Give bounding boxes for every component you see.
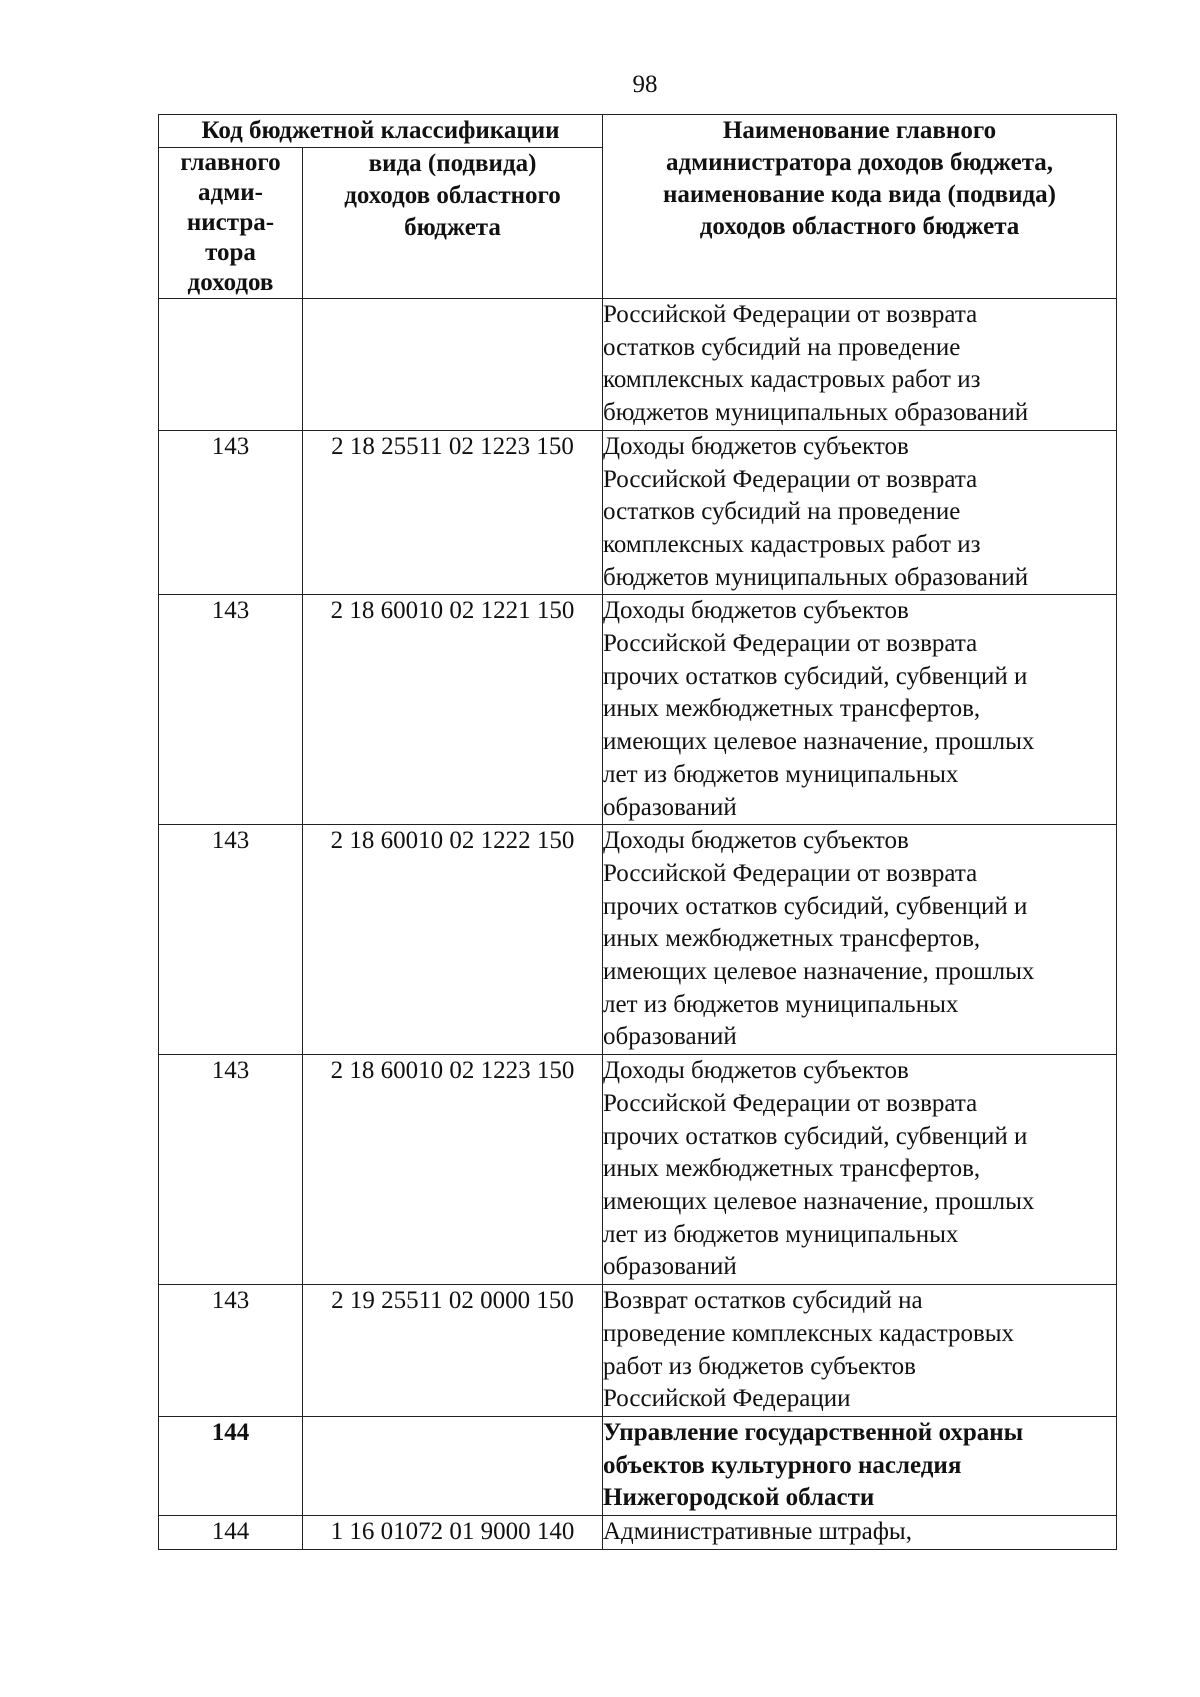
admin-code-cell: 143 [159, 1285, 303, 1417]
text-line: Возврат остатков субсидий на [603, 1287, 923, 1315]
header-admin-column [159, 148, 303, 299]
text-line: Российской Федерации от возврата [603, 465, 978, 493]
text-line: проведение комплексных кадастровых [603, 1319, 1015, 1347]
text-line: Административные штрафы, [603, 1518, 912, 1546]
text-line: прочих остатков субсидий, субвенций и [603, 1122, 1028, 1150]
text-line: лет из бюджетов муниципальных [603, 760, 959, 788]
text-line: доходов областного бюджета [699, 213, 1020, 240]
description-cell [603, 825, 1117, 1055]
admin-code-cell: 144 [159, 1516, 303, 1550]
text-line: имеющих целевое назначение, прошлых [603, 1187, 1035, 1215]
header-name-column [603, 115, 1117, 299]
text-line: Нижегородской области [603, 1484, 875, 1512]
table-row [159, 1055, 1117, 1285]
text-line: остатков субсидий на проведение [603, 333, 961, 361]
text-line: лет из бюджетов муниципальных [603, 1220, 959, 1248]
text-line: тора [205, 239, 256, 266]
text-line: Российской Федерации от возврата [603, 301, 978, 328]
table-row [159, 299, 1117, 431]
text-line: бюджета [404, 214, 501, 241]
table-row [159, 430, 1117, 595]
text-line: работ из бюджетов субъектов [603, 1352, 916, 1380]
table-row [159, 825, 1117, 1055]
text-line: Российской Федерации [603, 1385, 851, 1413]
text-line: наименование кода вида (подвида) [663, 181, 1056, 208]
text-line: бюджетов муниципальных образований [603, 399, 1029, 427]
text-line: вида (подвида) [368, 150, 537, 177]
text-line: Российской Федерации от возврата [603, 1089, 978, 1117]
text-line: Доходы бюджетов субъектов [603, 827, 909, 855]
description-cell [603, 595, 1117, 825]
text-line: доходов областного [344, 182, 561, 209]
text-line: главного [180, 149, 281, 176]
description-cell [603, 1055, 1117, 1285]
text-line: доходов [187, 269, 274, 296]
admin-code-cell [159, 299, 303, 431]
header-code-column [303, 148, 603, 299]
income-code-cell: 2 18 60010 02 1223 150 [303, 1055, 603, 1285]
text-line: комплексных кадастровых работ из [603, 530, 981, 558]
text-line: Российской Федерации от возврата [603, 859, 978, 887]
description-cell [603, 1516, 1117, 1550]
description-cell [603, 299, 1117, 431]
header-budget-code-group: Код бюджетной классификации [159, 115, 603, 148]
admin-code-cell: 143 [159, 825, 303, 1055]
description-cell [603, 430, 1117, 595]
description-cell [603, 1285, 1117, 1417]
page-number: 98 [632, 71, 658, 98]
income-code-cell: 2 18 25511 02 1223 150 [303, 430, 603, 595]
text-line: адми- [198, 179, 263, 206]
text-line: образований [603, 1023, 737, 1051]
text-line: иных межбюджетных трансфертов, [603, 1155, 981, 1183]
table-row [159, 595, 1117, 825]
table-row [159, 1516, 1117, 1550]
text-line: Доходы бюджетов субъектов [603, 1057, 909, 1085]
income-code-cell: 2 19 25511 02 0000 150 [303, 1285, 603, 1417]
text-line: лет из бюджетов муниципальных [603, 990, 959, 1018]
text-line: администратора доходов бюджета, [665, 149, 1054, 176]
text-line: нистра- [186, 209, 275, 236]
admin-code-cell: 143 [159, 595, 303, 825]
income-code-cell: 2 18 60010 02 1221 150 [303, 595, 603, 825]
income-code-cell [303, 1416, 603, 1515]
text-line: Российской Федерации от возврата [603, 630, 978, 658]
text-line: иных межбюджетных трансфертов, [603, 695, 981, 723]
text-line: прочих остатков субсидий, субвенций и [603, 892, 1028, 920]
admin-code-cell: 144 [159, 1416, 303, 1515]
table-header [159, 115, 1117, 299]
table-row [159, 1285, 1117, 1417]
description-cell [603, 1416, 1117, 1515]
text-line: бюджетов муниципальных образований [603, 563, 1029, 591]
table-body [159, 299, 1117, 1550]
text-line: Доходы бюджетов субъектов [603, 432, 909, 460]
text-line: иных межбюджетных трансфертов, [603, 925, 981, 953]
text-line: комплексных кадастровых работ из [603, 366, 981, 394]
income-code-cell: 1 16 01072 01 9000 140 [303, 1516, 603, 1550]
table-row [159, 1416, 1117, 1515]
budget-classification-table [158, 114, 1117, 1550]
text-line: Наименование главного [722, 117, 997, 144]
text-line: объектов культурного наследия [603, 1451, 962, 1479]
income-code-cell [303, 299, 603, 431]
text-line: остатков субсидий на проведение [603, 498, 961, 526]
text-line: имеющих целевое назначение, прошлых [603, 958, 1035, 986]
text-line: образований [603, 793, 737, 821]
text-line: образований [603, 1253, 737, 1281]
text-line: Доходы бюджетов субъектов [603, 597, 909, 625]
admin-code-cell: 143 [159, 430, 303, 595]
text-line: прочих остатков субсидий, субвенций и [603, 662, 1028, 690]
text-line: имеющих целевое назначение, прошлых [603, 728, 1035, 756]
income-code-cell: 2 18 60010 02 1222 150 [303, 825, 603, 1055]
text-line: Управление государственной охраны [603, 1418, 1024, 1446]
admin-code-cell: 143 [159, 1055, 303, 1285]
